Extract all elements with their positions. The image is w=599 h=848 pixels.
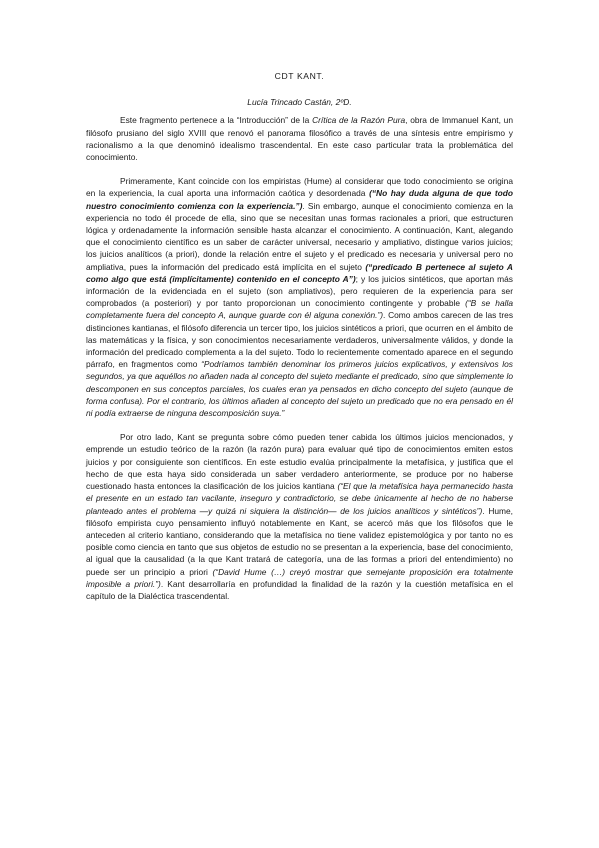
paragraph-1	[86, 114, 513, 163]
paragraph-3	[86, 431, 513, 602]
quote: (“B se halla completamente fuera del concepto A, aunque guarde con él alguna conexión.”)	[86, 298, 513, 321]
quote: (“No hay duda alguna de que todo nuestro conocimiento comienza con la experiencia.”)	[86, 188, 513, 211]
paragraph-text: . Como ambos carecen de las tres distinciones kantianas, el filósofo diferencia un tercer tipo, los juicios sintéticos a priori, que ocurren en el ámbito de las matemáticas y la física, y son conocimientos necesariamente verdaderos, universalmente válidos, y donde la información del predicado complementa a la del sujeto. Todo lo recientemente comentado aparece en el segundo párrafo, en fragmentos como	[86, 310, 514, 370]
paragraph-text: . Sin embargo, aunque el conocimiento comienza en la experiencia no todo él procede de ella, sino que se necesitan unas formas racionales a priori, que estructuren lógica y ordenadamente la información sensible hasta alcanzar el conocimiento. A continuación, Kant, alegando que el conocimiento científico es un saber de carácter universal, necesario y ampliativo, distingue varios juicios; los juicios analíticos (a priori), donde la relación entre el sujeto y el predicado es necesaria y universal pero no ampliativa, pues la información del predicado está implícita en el sujeto	[86, 200, 513, 272]
quote: (“El que la metafísica haya permanecido hasta el presente en un estado tan vacilante, inseguro y contradictorio, se debe únicamente al hecho de no haberse planteado antes el problema —y quizá ni siquiera la distinción— de los juicios analíticos y sintéticos”)	[86, 481, 513, 516]
paragraph-text: Por otro lado, Kant se pregunta sobre cómo pueden tener cabida los últimos juicios mencionados, y emprende un estudio teórico de la razón (la razón pura) para evaluar qué tipo de conocimientos emiten estos juicios y por consiguiente son científicos. En este estudio evalúa principalmente la metafísica, y justifica que el hecho de que esta haya sido considerada un saber verdadero anteriormente, se produce por no haberse cuestionado hasta entonces la clasificación de los juicios kantiana	[86, 432, 513, 492]
paragraph-2	[86, 175, 513, 419]
work-title: Crítica de la Razón Pura	[312, 115, 406, 126]
document-author: Lucía Trincado Castán, 2ºD.	[247, 97, 352, 108]
paragraph-text: , obra de Immanuel Kant, un filósofo prusiano del siglo XVIII que renovó el panorama filosófico a través de una síntesis entre empirismo y racionalismo a la que denominó idealismo trascendental. En este caso particular trata la problemática del conocimiento.	[86, 115, 514, 163]
document-title: CDT KANT.	[274, 71, 325, 81]
quote: (“predicado B pertenece al sujeto A como algo que está (implícitamente) contenido en el concepto A”)	[86, 261, 513, 284]
quote: “Podríamos también denominar los primeros juicios explicativos, y extensivos los segundos, ya que aquéllos no añaden nada al concepto del sujeto mediante el predicado, sino que simplemente lo descomponen en sus conceptos parciales, los cuales eran ya pensados en dicho concepto del sujeto (aunque de forma confusa). Por el contrario, los últimos añaden al concepto del sujeto un predicado que no era pensado en él ni podía extraerse de ninguna descomposición suya.”	[86, 359, 513, 419]
paragraph-text: Primeramente, Kant coincide con los empiristas (Hume) al considerar que todo conocimiento se origina en la experiencia, la cual aporta una información caótica y desordenada	[86, 176, 513, 199]
paragraph-text: . Hume, filósofo empirista cuyo pensamiento influyó notablemente en Kant, se acercó más que los filósofos que le anteceden al criterio kantiano, considerando que la metafísica no tiene validez epistemológica y por tanto no es posible como ciencia en tanto que sus objetos de estudio no se presentan a la experiencia, base del conocimiento, al igual que la causalidad (a la que Kant tratará de categoría, una de las formas a priori del entendimiento) no puede ser un principio a priori	[86, 505, 513, 577]
paragraph-text: . Kant desarrollaría en profundidad la finalidad de la razón y la cuestión metafísica en el capítulo de la Dialéctica trascendental.	[86, 578, 513, 601]
quote: (“David Hume (…) creyó mostrar que semejante proposición era totalmente imposible a priori.”)	[86, 566, 513, 589]
paragraph-text: Este fragmento pertenece a la “Introducción” de la	[120, 115, 313, 126]
paragraph-text: ; y los juicios sintéticos, que aportan más información de la evidenciada en el sujeto (son ampliativos), pero requieren de la experiencia para ser comprobados (a posteriori) y por tanto proporcionan un conocimiento contingente y probable	[86, 273, 513, 309]
